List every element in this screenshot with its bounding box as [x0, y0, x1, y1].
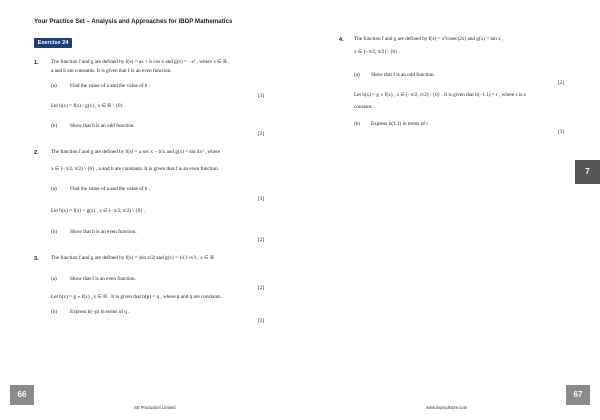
question-1-stem-line-2: a and b are constants. It is given that f is an even function. — [51, 68, 172, 74]
question-3-let-text: Let h(x) = g ∘ f(x) , x ∈ ℝ . It is given that h(p) = q , where p and q are constants. — [51, 294, 222, 300]
question-1b-label: (b) — [51, 123, 58, 129]
question-3a-marks: [2] — [258, 285, 265, 291]
question-4-let-text-continued: constant. — [354, 104, 373, 110]
question-2a-label: (a) — [51, 186, 57, 192]
right-page-number: 67 — [566, 385, 590, 405]
question-3b-text: Express h(−p) in terms of q . — [70, 309, 130, 315]
question-2b-label: (b) — [51, 229, 58, 235]
question-3a-text: Show that f is an even function. — [70, 276, 136, 282]
question-3a-label: (a) — [51, 276, 57, 282]
question-3-stem: The function f and g are defined by f(x) = |sin x/2| and g(x) = 1/(1+x²) , x ∈ ℝ . — [51, 255, 217, 261]
question-2b-text: Show that h is an even function. — [70, 229, 137, 235]
question-4-number: 4. — [339, 37, 344, 43]
page-header-title: Your Practice Set – Analysis and Approaches for IBDP Mathematics — [34, 18, 233, 25]
question-1a-text: Find the value of a and the value of b . — [70, 83, 150, 89]
chapter-tab: 7 — [575, 160, 600, 184]
question-4-stem-line-1: The function f and g are defined by f(x) = x³cosec(2x) and g(x) = tan x , — [354, 36, 504, 42]
question-1-stem-line-1: The function f and g are defined by f(x) = ax + b cos x and g(x) = −x² , where x ∈ ℝ , — [51, 59, 230, 65]
question-4b-label: (b) — [354, 121, 361, 127]
question-2a-marks: [3] — [258, 196, 265, 202]
question-1a-marks: [3] — [258, 93, 265, 99]
question-2-number: 2. — [34, 150, 39, 156]
footer-website: www.seprodstore.com — [426, 405, 468, 410]
question-2b-marks: [2] — [258, 237, 265, 243]
question-1-let-text: Let h(x) = f(x) / g(x) , x ∈ ℝ \ {0} . — [51, 103, 126, 109]
question-2-stem-line-1: The function f and g are defined by f(x) = a sec x − b/x and g(x) = sin 4x² , where — [51, 149, 221, 155]
question-2-stem-line-2: x ∈ (−π/2, π/2) \ {0} , a and b are constants. It is given that f is an even function. — [51, 166, 220, 172]
question-1b-text: Show that h is an odd function. — [70, 123, 135, 129]
question-4a-text: Show that f is an odd function. — [371, 72, 435, 78]
question-4b-text: Express h(1.1) in terms of r . — [371, 121, 431, 127]
footer-publisher: SE Production Limited — [134, 405, 176, 410]
question-2a-text: Find the value of a and the value of b . — [70, 186, 150, 192]
question-4b-marks: [3] — [558, 129, 565, 135]
question-2-let-text: Let h(x) = f(x) + g(x) , x ∈ (−π/2, π/2) \ {0} . — [51, 208, 146, 214]
left-page-number: 66 — [10, 385, 34, 405]
question-4a-marks: [2] — [558, 80, 565, 86]
question-3b-marks: [2] — [258, 318, 265, 324]
question-4-stem-line-2: x ∈ (−π/2, π/2) \ {0} . — [354, 49, 401, 55]
question-3b-label: (b) — [51, 309, 58, 315]
question-1a-label: (a) — [51, 83, 57, 89]
question-1b-marks: [2] — [258, 131, 265, 137]
question-1-number: 1. — [34, 60, 39, 66]
question-4a-label: (a) — [354, 72, 360, 78]
question-4-let-text: Let h(x) = g ∘ f(x) , x ∈ (−π/2, π/2) \ {0} . It is given that h(−1.1) = r , where r is a — [354, 92, 526, 98]
exercise-badge: Exercise 24 — [34, 38, 72, 48]
question-3-number: 3. — [34, 256, 39, 262]
